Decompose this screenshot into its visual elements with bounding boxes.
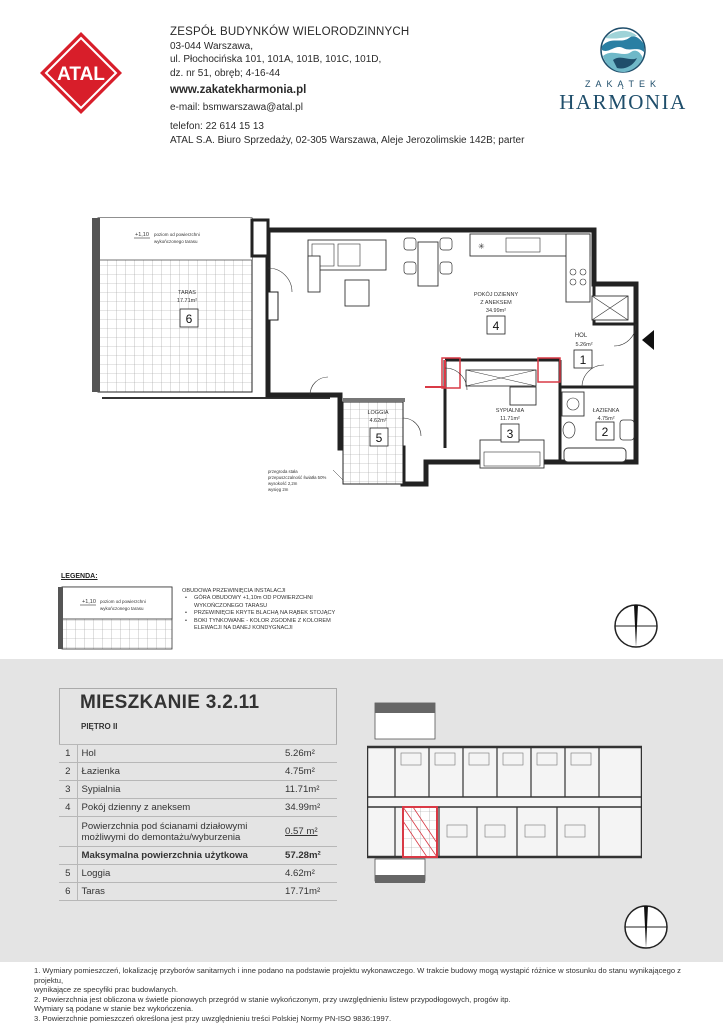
header-info xyxy=(170,26,570,147)
header-address-2: ul. Płochocińska 101, 101A, 101B, 101C, 101D, xyxy=(170,54,382,65)
terrace-level-value: +1,10 xyxy=(135,232,149,238)
legend-title: LEGENDA: xyxy=(61,573,98,580)
partition-value: 0.57 m² xyxy=(285,826,318,837)
bedroom-number: 3 xyxy=(506,427,514,441)
header-title: ZESPÓŁ BUDYNKÓW WIELORODZINNYCH xyxy=(170,26,410,38)
table-row xyxy=(59,745,337,763)
bathroom-area: 4.75m² xyxy=(597,416,615,422)
fan-icon: ✳ xyxy=(478,242,485,251)
row-number: 2 xyxy=(59,763,77,781)
partition-label xyxy=(77,817,277,847)
row-number-empty xyxy=(59,847,77,865)
legend-note-3: • BOKI TYNKOWANE - KOLOR ZGODNIE Z KOLOREM ELEWACJI NA DANEJ KONDYGNACJI xyxy=(182,618,342,633)
row-value: 4.62m² xyxy=(277,865,337,883)
row-number: 1 xyxy=(59,745,77,763)
living-room-area: 34.99m² xyxy=(485,308,507,314)
loggia-area: 4.62m² xyxy=(369,418,387,424)
table-row xyxy=(59,865,337,883)
apartment-title: MIESZKANIE 3.2.11 xyxy=(80,692,260,713)
row-number-empty xyxy=(59,817,77,847)
footer-line-3: 2. Powierzchnia jest obliczona w świetle pionowych przegród w stanie wykończonym, przy uwzględnieniu listew przypodłogowych, progów itp. xyxy=(34,994,511,1004)
header-address-1: 03-044 Warszawa, xyxy=(170,40,253,52)
hall-number: 1 xyxy=(579,353,587,367)
terrace-label: TARAS xyxy=(178,290,196,296)
brand-name-bottom: HARMONIA xyxy=(559,90,687,114)
atal-logo xyxy=(38,30,124,116)
terrace-number: 6 xyxy=(185,312,193,326)
row-value: 5.26m² xyxy=(277,745,337,763)
entrance-arrow-icon xyxy=(642,330,654,350)
table-row xyxy=(59,763,337,781)
room-area-table xyxy=(59,744,337,901)
table-row xyxy=(59,883,337,901)
terrace-level-text-2: wykończonego tarasu xyxy=(154,239,198,244)
row-value: 4.75m² xyxy=(277,763,337,781)
header-phone: telefon: 22 614 15 13 xyxy=(170,121,264,132)
row-label: Taras xyxy=(77,883,277,901)
row-label: Łazienka xyxy=(77,763,277,781)
apartment-floor: PIĘTRO II xyxy=(81,722,118,731)
partition-note-3: wysokość 2,2m xyxy=(268,481,298,486)
legend-note-2: • PRZEWINIĘCIE KRYTE BLACHĄ NA RĄBEK STOJĄCY xyxy=(182,610,342,617)
partition-label-line-2: możliwymi do demontażu/wyburzenia xyxy=(81,831,241,843)
legend-level-value: +1,10 xyxy=(82,599,96,605)
table-row-max-area xyxy=(59,847,337,865)
max-area-label: Maksymalna powierzchnia użytkowa xyxy=(77,847,277,865)
partition-note-4: wysięg 2m xyxy=(268,487,289,492)
loggia-number: 5 xyxy=(375,431,383,445)
legend-notes xyxy=(182,588,342,632)
partition-label-line-1: Powierzchnia pod ścianami działowymi xyxy=(81,820,248,832)
row-number: 4 xyxy=(59,799,77,817)
table-row-partition xyxy=(59,817,337,847)
north-compass-icon-small xyxy=(622,903,670,951)
bedroom-area: 11.71m² xyxy=(500,416,520,422)
header-website-link[interactable]: www.zakatekharmonia.pl xyxy=(170,84,307,96)
legend-note-1: • GÓRA OBUDOWY +1,10m OD POWIERZCHNI WYKOŃCZONEGO TARASU xyxy=(182,595,342,610)
bathroom-number: 2 xyxy=(601,425,609,439)
living-room-label-1: POKÓJ DZIENNY xyxy=(473,292,519,298)
building-key-plan xyxy=(367,695,642,885)
row-value: 34.99m² xyxy=(277,799,337,817)
terrace-level-text-1: poziom od powierzchni xyxy=(154,232,200,237)
north-compass-icon xyxy=(612,602,660,650)
footer-line-5: 3. Powierzchnie pomieszczeń określona jest przy uwzględnieniu treści Polskiej Normy PN-ISO 9836:1997. xyxy=(34,1013,392,1023)
row-label: Hol xyxy=(77,745,277,763)
floor-plan xyxy=(90,212,662,508)
legend-notes-title: OBUDOWA PRZEWINIĘCIA INSTALACJI xyxy=(182,588,286,594)
bedroom-label: SYPIALNIA xyxy=(495,408,525,414)
legend-diagram xyxy=(58,585,176,651)
partition-note-1: przegroda stała xyxy=(268,469,298,474)
row-number: 5 xyxy=(59,865,77,883)
terrace-area: 17.71m² xyxy=(176,298,198,304)
hall-label: HOL xyxy=(574,333,588,339)
row-label: Pokój dzienny z aneksem xyxy=(77,799,277,817)
legend-level-text-2: wykończonego tarasu xyxy=(100,606,144,611)
legend-level-text-1: poziom od powierzchni xyxy=(100,599,146,604)
row-number: 3 xyxy=(59,781,77,799)
bathroom-label: ŁAZIENKA xyxy=(592,408,620,414)
living-room-number: 4 xyxy=(492,319,500,333)
row-value: 11.71m² xyxy=(277,781,337,799)
header-email: e-mail: bsmwarszawa@atal.pl xyxy=(170,101,303,113)
max-area-value: 57.28m² xyxy=(277,847,337,865)
row-label: Loggia xyxy=(77,865,277,883)
row-value: 17.71m² xyxy=(277,883,337,901)
partition-note-2: przepuszczalność światła 50% xyxy=(268,475,327,480)
header-office: ATAL S.A. Biuro Sprzedaży, 02-305 Warszawa, Aleje Jerozolimskie 142B; parter xyxy=(170,134,525,146)
atal-logo-text: ATAL xyxy=(57,64,105,85)
footer-line-1: 1. Wymiary pomieszczeń, lokalizację przyborów sanitarnych i inne podano na podstawie projektu wykonawczego. W trakcie budowy mogą wystąpić różnice w stosunku do stanu wynikającego z projektu, xyxy=(34,966,681,985)
living-room-label-2: Z ANEKSEM xyxy=(480,300,512,306)
table-row xyxy=(59,799,337,817)
footer-line-4: Wymiary są podane w stanie bez wykończenia. xyxy=(34,1004,194,1014)
brand-name-top: ZAKĄTEK xyxy=(584,79,661,89)
footer-notes xyxy=(34,966,706,1023)
table-row xyxy=(59,781,337,799)
row-label: Sypialnia xyxy=(77,781,277,799)
footer-line-2: wynikające ze specyfiki prac budowlanych. xyxy=(34,985,178,995)
row-number: 6 xyxy=(59,883,77,901)
loggia-label: LOGGIA xyxy=(367,410,389,416)
header-address-3: dz. nr 51, obręb; 4-16-44 xyxy=(170,67,281,79)
hall-area: 5.26m² xyxy=(575,342,593,348)
